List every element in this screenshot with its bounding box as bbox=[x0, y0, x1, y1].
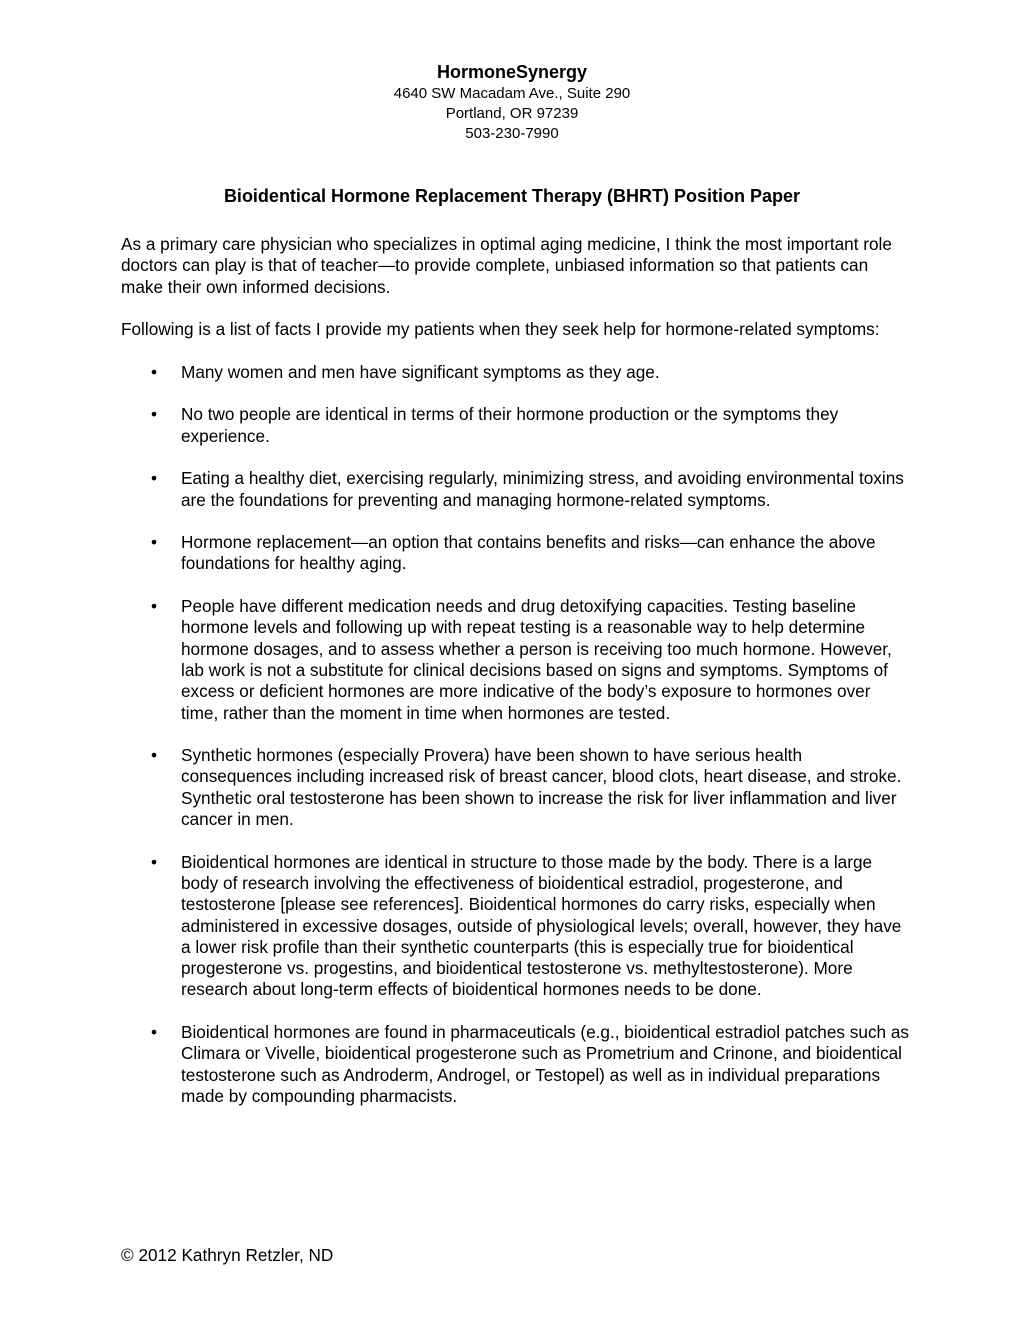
list-item bbox=[121, 852, 911, 1001]
bullet-icon: • bbox=[151, 404, 158, 425]
document-body bbox=[121, 234, 911, 1128]
bullet-icon: • bbox=[151, 745, 158, 766]
bullet-icon: • bbox=[151, 596, 158, 617]
bullet-icon: • bbox=[151, 532, 158, 553]
list-item-text: Eating a healthy diet, exercising regularly, minimizing stress, and avoiding environmental toxins are the foundations for preventing and managing hormone-related symptoms. bbox=[181, 468, 904, 510]
address-line-2: Portland, OR 97239 bbox=[445, 105, 579, 122]
list-item bbox=[121, 468, 911, 511]
document-title: Bioidentical Hormone Replacement Therapy (BHRT) Position Paper bbox=[223, 186, 801, 206]
list-intro-paragraph: Following is a list of facts I provide my patients when they seek help for hormone-related symptoms: bbox=[121, 319, 880, 340]
copyright-footer: © 2012 Kathryn Retzler, ND bbox=[121, 1245, 334, 1265]
intro-paragraph: As a primary care physician who specializes in optimal aging medicine, I think the most important role doctors can play is that of teacher—to provide complete, unbiased information so that patients can make their own informed decisions. bbox=[121, 234, 892, 297]
list-item-text: No two people are identical in terms of their hormone production or the symptoms they experience. bbox=[181, 404, 839, 446]
list-item bbox=[121, 596, 911, 724]
organization-name: HormoneSynergy bbox=[436, 62, 588, 82]
bullet-icon: • bbox=[151, 1021, 158, 1042]
list-item bbox=[121, 404, 911, 447]
list-item-text: Synthetic hormones (especially Provera) have been shown to have serious health consequences including increased risk of breast cancer, blood clots, heart disease, and stroke. Synthetic oral testosterone has been shown to increase the risk for liver inflammation and liver cancer in men. bbox=[181, 745, 902, 830]
phone-number: 503-230-7990 bbox=[465, 125, 559, 142]
list-item-text: Bioidentical hormones are identical in structure to those made by the body. There is a large body of research involving the effectiveness of bioidentical estradiol, progesterone, and testosterone [please see references]. Bioidentical hormones do carry risks, especially when administered in excessive dosages, outside of physiological levels; overall, however, they have a lower risk profile than their synthetic counterparts (this is especially true for bioidentical progesterone vs. progestins, and bioidentical testosterone vs. methyltestosterone). More research about long-term effects of bioidentical hormones needs to be done. bbox=[181, 851, 902, 1000]
bullet-icon: • bbox=[151, 851, 158, 872]
list-item-text: Many women and men have significant symptoms as they age. bbox=[181, 361, 660, 382]
list-item bbox=[121, 532, 911, 575]
bullet-icon: • bbox=[151, 468, 158, 489]
letterhead bbox=[0, 60, 1024, 144]
list-item-text: Bioidentical hormones are found in pharmaceuticals (e.g., bioidentical estradiol patches such as Climara or Vivelle, bioidentical progesterone such as Prometrium and Crinone, and bioidentical testosterone such as Androderm, Androgel, or Testopel) as well as in individual preparations made by compounding pharmacists. bbox=[181, 1021, 910, 1106]
list-item bbox=[121, 362, 911, 383]
bullet-icon: • bbox=[151, 361, 158, 382]
facts-list bbox=[121, 362, 911, 1107]
list-item-text: People have different medication needs and drug detoxifying capacities. Testing baseline hormone levels and following up with repeat testing is a reasonable way to help determine hormone dosages, and to assess whether a person is receiving too much hormone. However, lab work is not a substitute for clinical decisions based on signs and symptoms. Symptoms of excess or deficient hormones are more indicative of the body’s exposure to hormones over time, rather than the moment in time when hormones are tested. bbox=[181, 596, 892, 723]
address-line-1: 4640 SW Macadam Ave., Suite 290 bbox=[393, 85, 631, 102]
list-item bbox=[121, 745, 911, 830]
list-item bbox=[121, 1022, 911, 1107]
list-item-text: Hormone replacement—an option that contains benefits and risks—can enhance the above foundations for healthy aging. bbox=[181, 532, 876, 574]
